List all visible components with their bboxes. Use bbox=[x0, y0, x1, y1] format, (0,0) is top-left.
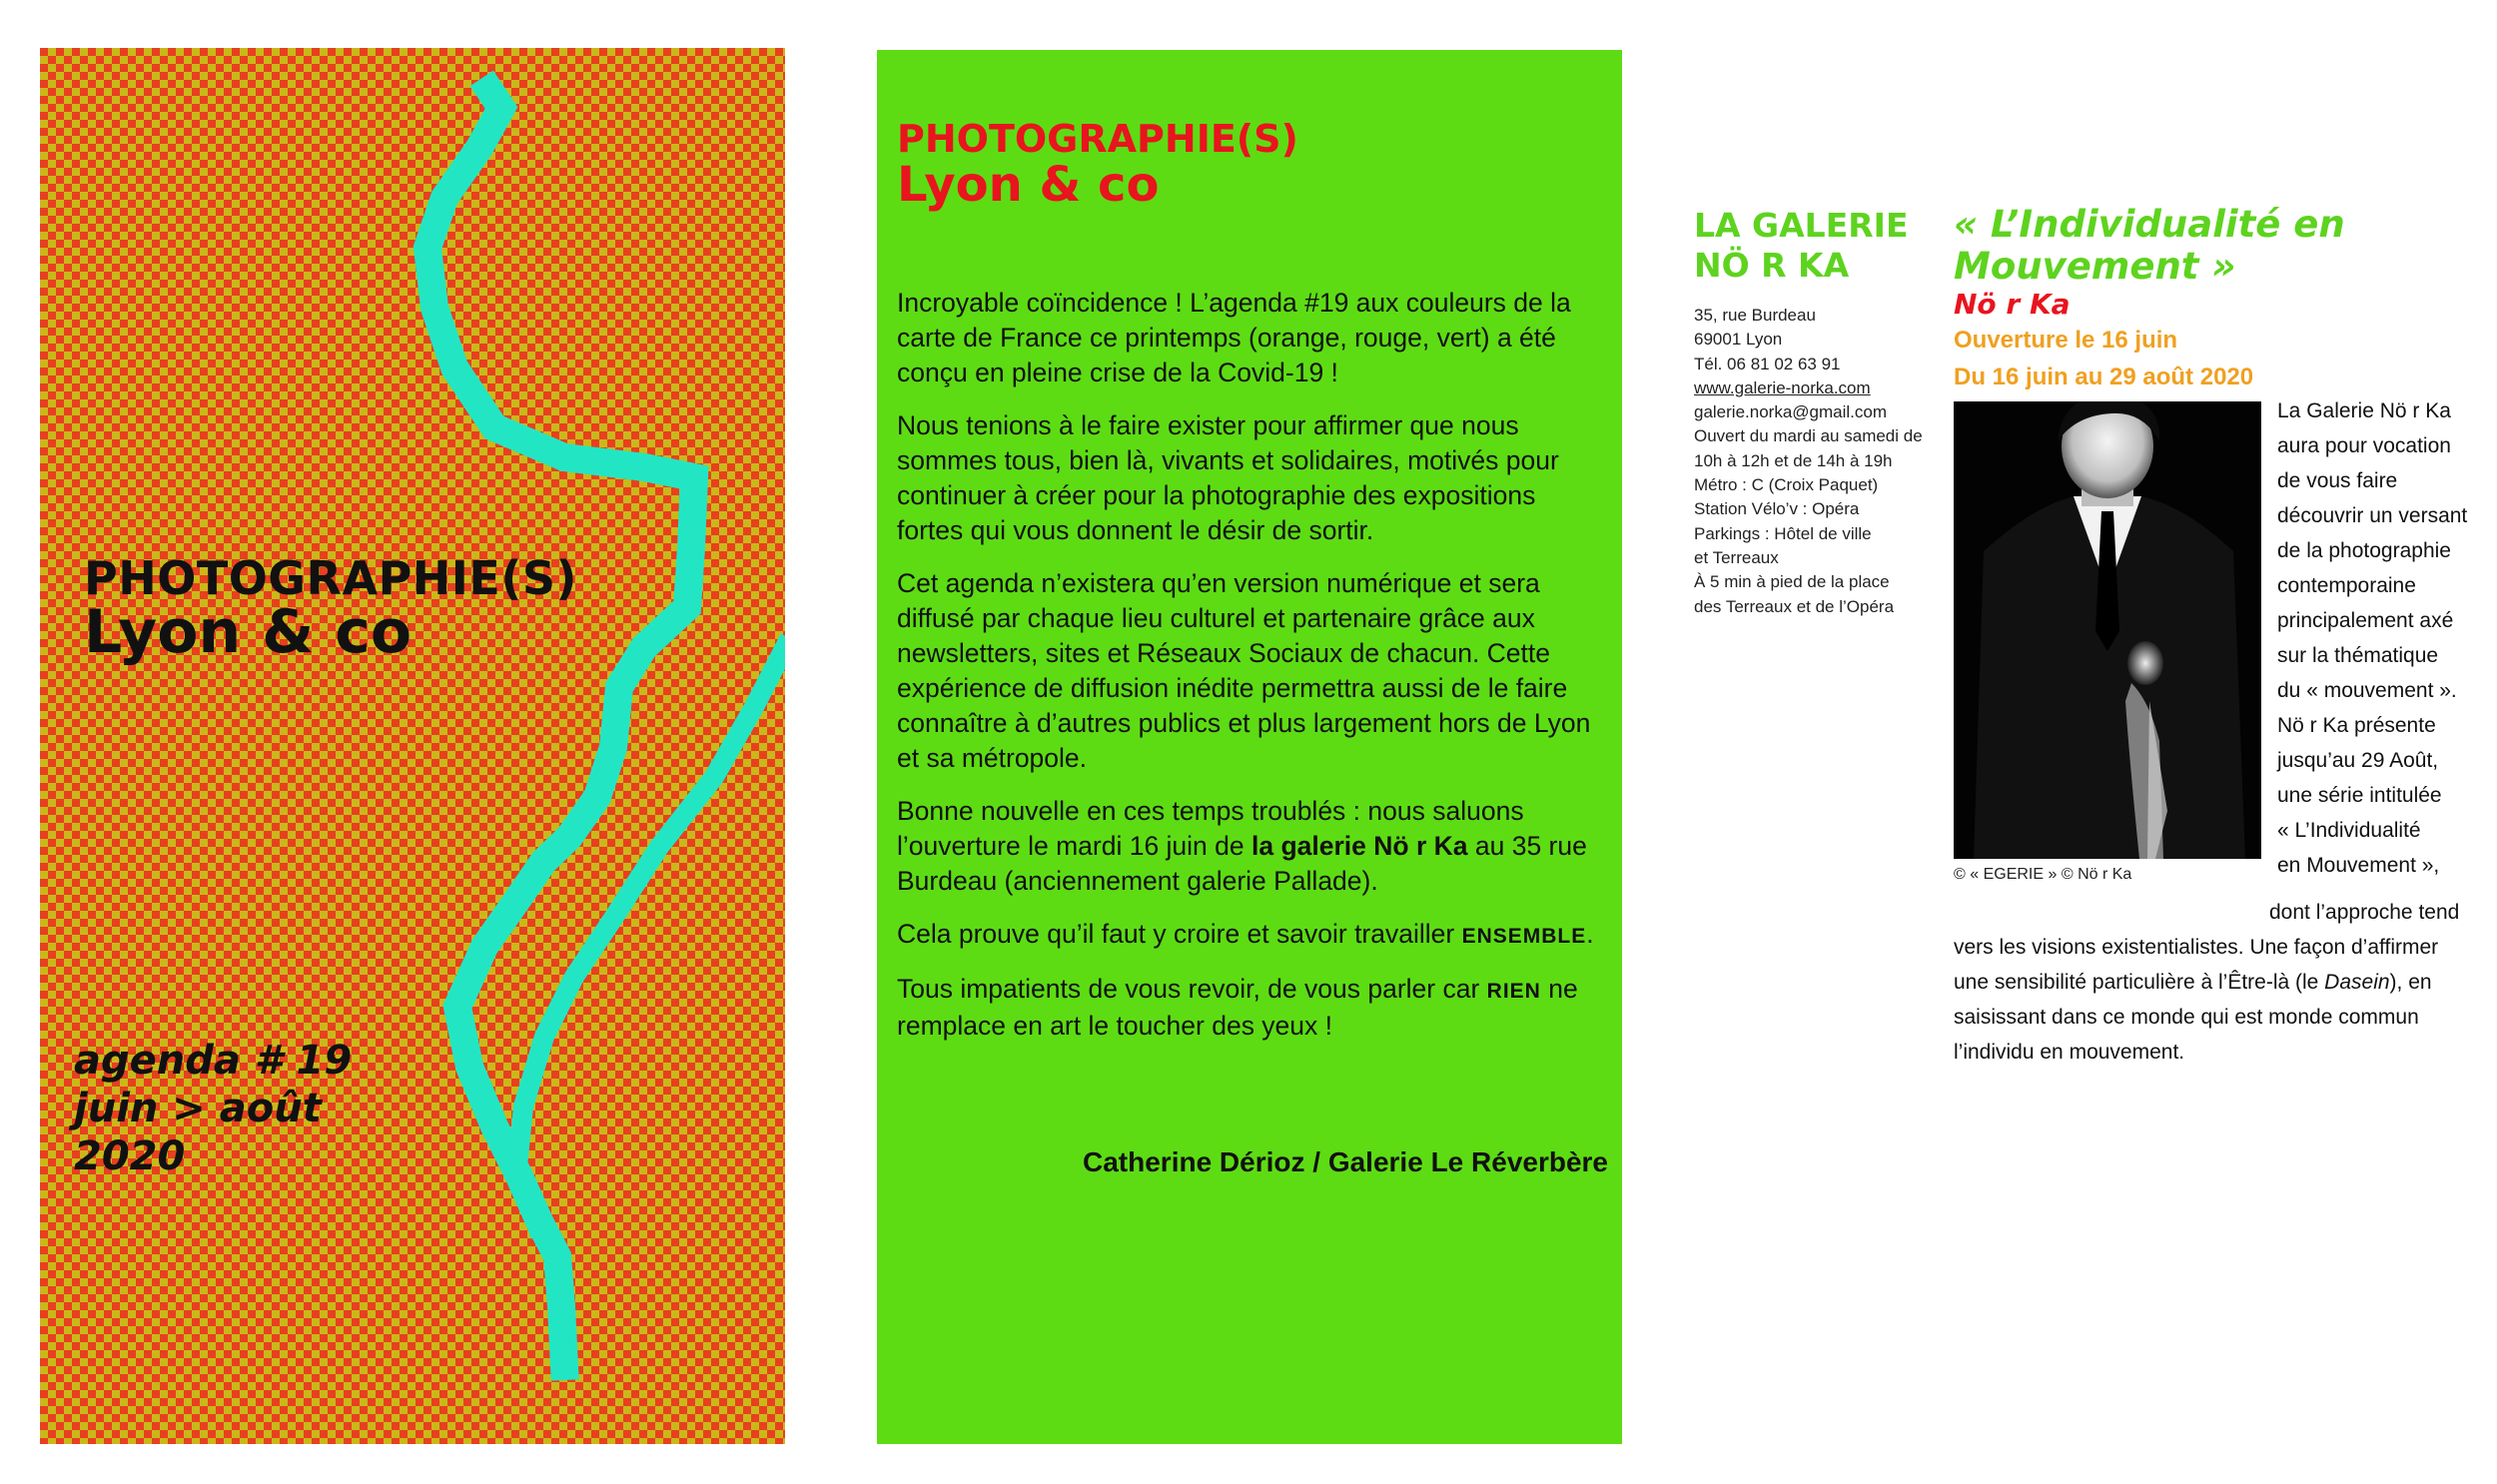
cover-panel bbox=[40, 48, 785, 1444]
gallery-hours-days: Ouvert du mardi au samedi de bbox=[1694, 426, 1923, 446]
cover-title-line2: Lyon & co bbox=[84, 596, 413, 667]
editorial-rien: RIEN bbox=[1486, 980, 1541, 1003]
cover-agenda-year: 2020 bbox=[74, 1133, 186, 1179]
gallery-address-street: 35, rue Burdeau bbox=[1694, 306, 1816, 325]
exhibition-title bbox=[1954, 204, 2497, 288]
editorial-body bbox=[897, 286, 1608, 1062]
editorial-panel bbox=[877, 50, 1622, 1444]
exhibition-title-line2: Mouvement » bbox=[1954, 245, 2236, 288]
cover-title-line1: PHOTOGRAPHIE(S) bbox=[84, 551, 578, 605]
editorial-gallery-highlight: la galerie Nö r Ka bbox=[1251, 831, 1468, 861]
exhibition-text-line: « L’Individualité bbox=[2277, 819, 2421, 842]
editorial-p5-text: Cela prouve qu’il faut y croire et savoir travailler bbox=[897, 919, 1462, 949]
exhibition-dates: Du 16 juin au 29 août 2020 bbox=[1954, 364, 2254, 390]
exhibition-text-line: en Mouvement », bbox=[2277, 854, 2440, 877]
exhibition-text-line: principalement axé bbox=[2277, 609, 2454, 632]
exhibition-text-line: contemporaine bbox=[2277, 574, 2416, 597]
exhibition-text-line: une série intitulée bbox=[2277, 784, 2442, 807]
exhibition-text-line: du « mouvement ». bbox=[2277, 679, 2457, 702]
cover-agenda-number: agenda # 19 bbox=[74, 1038, 353, 1084]
gallery-address-city: 69001 Lyon bbox=[1694, 330, 1783, 350]
exhibition-text-column bbox=[2277, 393, 2497, 883]
photo-caption: © « EGERIE » © Nö r Ka bbox=[1954, 866, 2132, 883]
gallery-name-line2: NÖ R KA bbox=[1694, 246, 1850, 285]
exhibition-text-part: ), en bbox=[2389, 971, 2432, 994]
gallery-parking-cont: et Terreaux bbox=[1694, 547, 1779, 567]
exhibition-photo bbox=[1954, 401, 2261, 859]
gallery-name-line1: LA GALERIE bbox=[1694, 206, 1909, 245]
gallery-website-link[interactable]: www.galerie-norka.com bbox=[1694, 377, 1871, 397]
exhibition-text-line: saisissant dans ce monde qui est monde commun bbox=[1954, 1006, 2419, 1029]
gallery-details bbox=[1694, 304, 1944, 619]
gallery-parking: Parkings : Hôtel de ville bbox=[1694, 523, 1872, 543]
gallery-hours-times: 10h à 12h et de 14h à 19h bbox=[1694, 450, 1893, 470]
gallery-phone: Tél. 06 81 02 63 91 bbox=[1694, 354, 1841, 373]
exhibition-opening: Ouverture le 16 juin bbox=[1954, 327, 2178, 354]
cover-agenda-months: juin > août bbox=[74, 1086, 322, 1131]
editorial-heading bbox=[897, 117, 1298, 213]
exhibition-text-line: sur la thématique bbox=[2277, 644, 2439, 667]
exhibition-text-part: une sensibilité particulière à l’Être-là (le bbox=[1954, 971, 2325, 994]
editorial-paragraph-3: Cet agenda n’existera qu’en version numérique et sera diffusé par chaque lieu culturel et partenaire grâce aux newsletters, sites et Réseaux Sociaux de chacun. Cette expérience de diffusion inédite permettra aussi de le faire connaître à d’autres publics et plus largement hors de Lyon et sa métropole. bbox=[897, 568, 1591, 773]
editorial-p4-end: au 35 rue Burdeau (anciennement galerie Pallade). bbox=[897, 831, 1587, 896]
gallery-name bbox=[1694, 206, 1944, 286]
exhibition-text-line: vers les visions existentialistes. Une façon d’affirmer bbox=[1954, 936, 2439, 959]
editorial-paragraph-6 bbox=[897, 972, 1608, 1044]
exhibition-text-line bbox=[1954, 965, 2497, 1000]
editorial-p6-end: ne remplace en art le toucher des yeux ! bbox=[897, 974, 1578, 1041]
editorial-heading-line2: Lyon & co bbox=[897, 156, 1160, 213]
exhibition-artist: Nö r Ka bbox=[1954, 288, 2071, 321]
editorial-heading-line1: PHOTOGRAPHIE(S) bbox=[897, 117, 1298, 161]
exhibition-text-dasein: Dasein bbox=[2324, 971, 2390, 994]
gallery-velov: Station Vélo’v : Opéra bbox=[1694, 499, 1860, 519]
gallery-metro: Métro : C (Croix Paquet) bbox=[1694, 475, 1879, 495]
editorial-signature: Catherine Dérioz / Galerie Le Réverbère bbox=[1083, 1146, 1608, 1177]
exhibition-title-line1: « L’Individualité en bbox=[1954, 203, 2345, 246]
editorial-p5-end: . bbox=[1586, 919, 1594, 949]
gallery-email: galerie.norka@gmail.com bbox=[1694, 402, 1888, 422]
exhibition-panel bbox=[1954, 204, 2497, 1083]
editorial-paragraph-1: Incroyable coïncidence ! L’agenda #19 aux couleurs de la carte de France ce printemps (orange, rouge, vert) a été conçu en pleine crise de la Covid-19 ! bbox=[897, 288, 1571, 387]
editorial-paragraph-5 bbox=[897, 917, 1608, 954]
editorial-p4-text: Bonne nouvelle en ces temps troublés : nous saluons l’ouverture le mardi 16 juin de bbox=[897, 796, 1524, 861]
gallery-walk-cont: des Terreaux et de l’Opéra bbox=[1694, 596, 1895, 616]
cover-title bbox=[84, 551, 578, 667]
exhibition-text-bottom bbox=[1954, 895, 2497, 1070]
river-shape bbox=[40, 48, 785, 1444]
exhibition-text-line: découvrir un versant bbox=[2277, 504, 2468, 527]
editorial-paragraph-4 bbox=[897, 794, 1608, 899]
cover-agenda bbox=[74, 1037, 352, 1180]
exhibition-text-line: de vous faire bbox=[2277, 469, 2398, 492]
exhibition-text-line: dont l’approche tend bbox=[2269, 901, 2460, 924]
editorial-p6-text: Tous impatients de vous revoir, de vous parler car bbox=[897, 974, 1487, 1004]
gallery-info bbox=[1694, 206, 1944, 619]
exhibition-text-line: aura pour vocation bbox=[2277, 434, 2451, 457]
exhibition-text-line: La Galerie Nö r Ka bbox=[2277, 399, 2451, 422]
exhibition-text-line: jusqu’au 29 Août, bbox=[2277, 749, 2439, 772]
editorial-paragraph-2: Nous tenions à le faire exister pour affirmer que nous sommes tous, bien là, vivants et solidaires, motivés pour continuer à créer pour la photographie des expositions fortes qui vous donnent le désir de sortir. bbox=[897, 410, 1559, 545]
exhibition-text-line: l’individu en mouvement. bbox=[1954, 1041, 2185, 1064]
exhibition-text-line: Nö r Ka présente bbox=[2277, 714, 2436, 737]
exhibition-text-line: de la photographie bbox=[2277, 539, 2451, 562]
photo-figure bbox=[1954, 401, 2261, 859]
gallery-walk: À 5 min à pied de la place bbox=[1694, 572, 1890, 592]
editorial-ensemble: ENSEMBLE bbox=[1461, 925, 1587, 948]
